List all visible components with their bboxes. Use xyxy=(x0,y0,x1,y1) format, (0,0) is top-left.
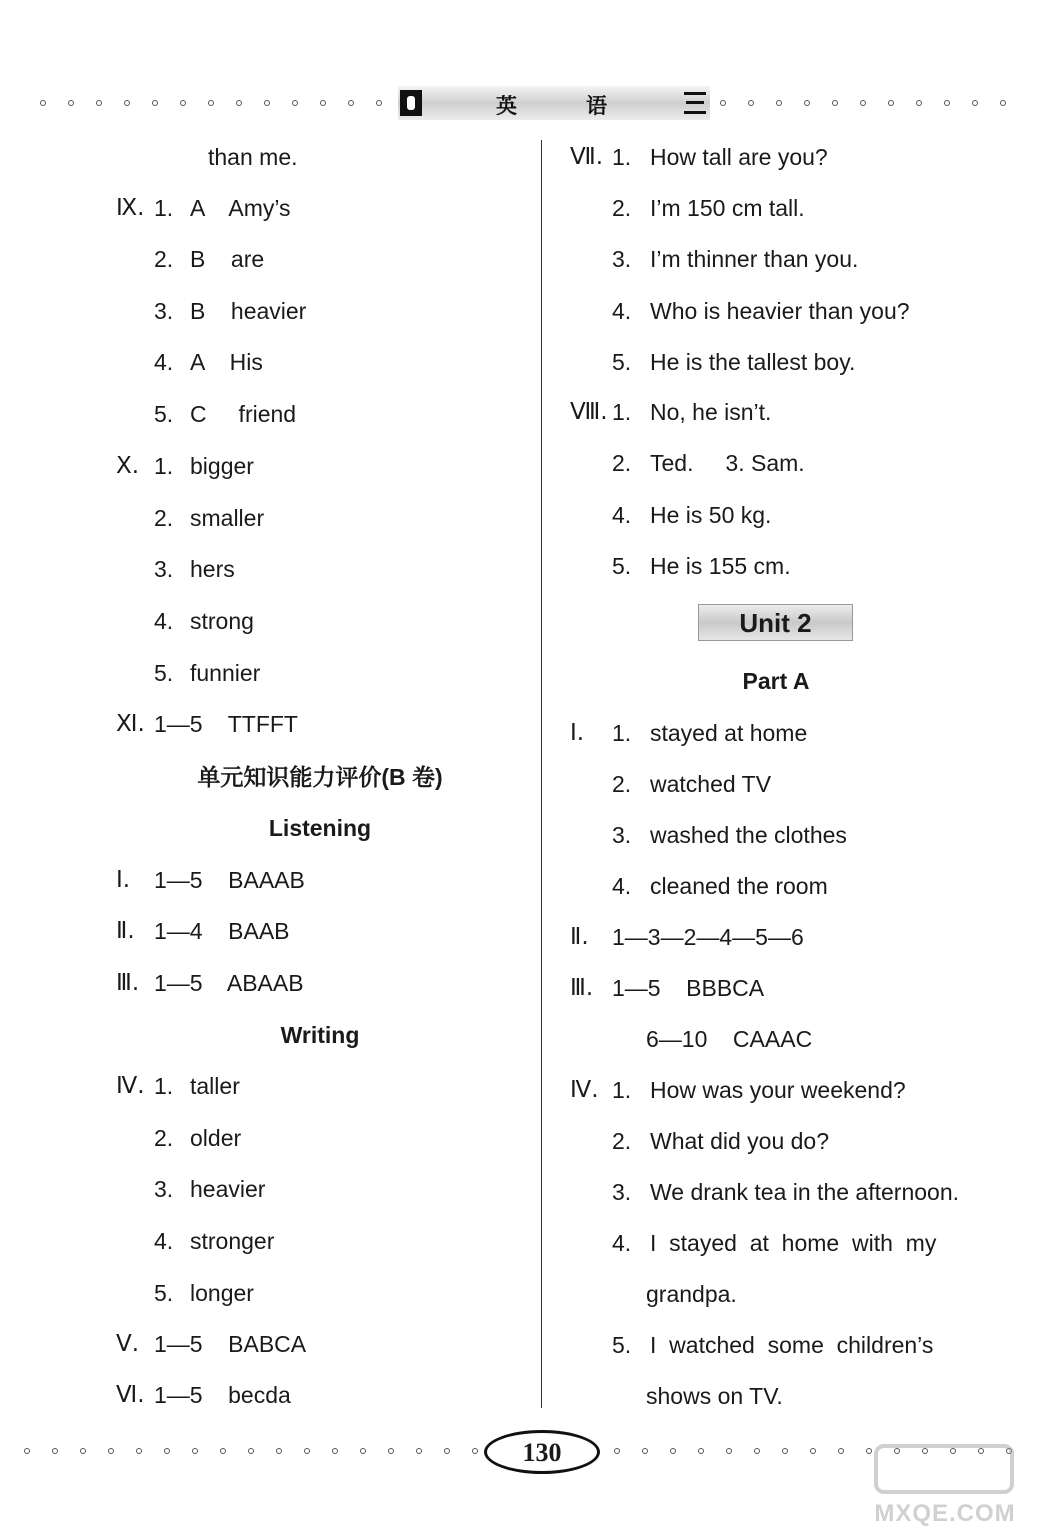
roman-numeral-marker: Ⅵ. xyxy=(116,1382,145,1408)
item-number: 3. xyxy=(612,246,632,272)
roman-numeral-marker: Ⅱ. xyxy=(570,924,589,950)
answer-text: 6—10 CAAAC xyxy=(646,1026,813,1052)
dot-ornament xyxy=(152,100,158,106)
item-number: 5. xyxy=(154,1280,174,1306)
dot-ornament xyxy=(52,1448,58,1454)
page-number-badge xyxy=(484,1430,600,1474)
dot-ornament xyxy=(108,1448,114,1454)
answer-text: stayed at home xyxy=(650,720,808,746)
answer-text: shows on TV. xyxy=(646,1383,783,1409)
item-number: 3. xyxy=(612,1179,632,1205)
answer-text: B are xyxy=(190,246,265,272)
decorative-glyph-icon xyxy=(684,92,706,114)
dot-ornament xyxy=(208,100,214,106)
dot-ornament xyxy=(220,1448,226,1454)
dot-ornament xyxy=(472,1448,478,1454)
dot-ornament xyxy=(416,1448,422,1454)
roman-numeral-marker: Ⅳ. xyxy=(116,1073,145,1099)
answer-text: How was your weekend? xyxy=(650,1077,906,1103)
answer-text: stronger xyxy=(190,1228,275,1254)
roman-numeral-marker: Ⅰ. xyxy=(116,867,131,893)
answer-text: 1—5 BAAAB xyxy=(154,867,305,893)
subject-header-banner xyxy=(398,86,710,120)
dot-ornament xyxy=(726,1448,732,1454)
item-number: 1. xyxy=(154,195,174,221)
item-number: 3. xyxy=(154,298,174,324)
item-number: 2. xyxy=(612,771,632,797)
dot-ornament xyxy=(832,100,838,106)
dot-ornament xyxy=(804,100,810,106)
answer-text: hers xyxy=(190,556,235,582)
roman-numeral-marker: Ⅰ. xyxy=(570,720,585,746)
roman-numeral-marker: Ⅸ. xyxy=(116,195,145,221)
dot-ornament xyxy=(264,100,270,106)
roman-numeral-marker: Ⅹ. xyxy=(116,453,140,479)
item-number: 2. xyxy=(612,450,632,476)
item-number: 4. xyxy=(612,298,632,324)
answer-text: A His xyxy=(190,349,263,375)
dot-ornament xyxy=(80,1448,86,1454)
item-number: 4. xyxy=(154,608,174,634)
unit-title-box: Unit 2 xyxy=(698,604,853,641)
item-number: 5. xyxy=(612,1332,632,1358)
item-number: 2. xyxy=(612,195,632,221)
answer-text: bigger xyxy=(190,453,254,479)
item-number: 4. xyxy=(154,1228,174,1254)
answer-text: I stayed at home with my xyxy=(650,1230,937,1256)
item-number: 5. xyxy=(612,553,632,579)
dot-ornament xyxy=(838,1448,844,1454)
answer-text: washed the clothes xyxy=(650,822,847,848)
answer-text: He is 155 cm. xyxy=(650,553,791,579)
dot-ornament xyxy=(754,1448,760,1454)
dot-ornament xyxy=(332,1448,338,1454)
roman-numeral-marker: Ⅱ. xyxy=(116,918,135,944)
answer-text: watched TV xyxy=(650,771,772,797)
dot-ornament xyxy=(164,1448,170,1454)
dot-ornament xyxy=(304,1448,310,1454)
dot-ornament xyxy=(376,100,382,106)
answer-text: 1—5 ABAAB xyxy=(154,970,304,996)
top-dotted-rule-left xyxy=(40,100,400,108)
item-number: 1. xyxy=(154,453,174,479)
column-divider xyxy=(541,140,542,1408)
answer-text: 1—5 TTFFT xyxy=(154,711,298,737)
answer-text: longer xyxy=(190,1280,254,1306)
dot-ornament xyxy=(810,1448,816,1454)
roman-numeral-marker: Ⅳ. xyxy=(570,1077,599,1103)
dot-ornament xyxy=(40,100,46,106)
answer-text: Ted. 3. Sam. xyxy=(650,450,805,476)
item-number: 5. xyxy=(154,660,174,686)
dot-ornament xyxy=(916,100,922,106)
answer-text: We drank tea in the afternoon. xyxy=(650,1179,959,1205)
answer-text: 1—3—2—4—5—6 xyxy=(612,924,804,950)
roman-numeral-marker: Ⅴ. xyxy=(116,1331,140,1357)
dot-ornament xyxy=(192,1448,198,1454)
answer-text: 1—5 BABCA xyxy=(154,1331,307,1357)
answer-text: What did you do? xyxy=(650,1128,830,1154)
item-number: 2. xyxy=(154,505,174,531)
answer-text: cleaned the room xyxy=(650,873,828,899)
dot-ornament xyxy=(614,1448,620,1454)
watermark-stamp-icon xyxy=(874,1444,1014,1494)
item-number: 4. xyxy=(612,502,632,528)
answer-text: I’m 150 cm tall. xyxy=(650,195,805,221)
answer-text: taller xyxy=(190,1073,240,1099)
dot-ornament xyxy=(276,1448,282,1454)
roman-numeral-marker: Ⅷ. xyxy=(570,399,608,425)
item-number: 5. xyxy=(154,401,174,427)
dot-ornament xyxy=(388,1448,394,1454)
section-heading: 单元知识能力评价(B 卷) xyxy=(197,764,443,790)
dot-ornament xyxy=(944,100,950,106)
subject-char-2: 语 xyxy=(586,94,607,118)
dot-ornament xyxy=(888,100,894,106)
section-heading: Writing xyxy=(280,1022,360,1048)
roman-numeral-marker: Ⅺ. xyxy=(116,711,145,737)
item-number: 1. xyxy=(612,144,632,170)
item-number: 4. xyxy=(612,1230,632,1256)
dot-ornament xyxy=(642,1448,648,1454)
answer-text: How tall are you? xyxy=(650,144,828,170)
top-dotted-rule-right xyxy=(720,100,1020,108)
watermark-text: MXQE.COM xyxy=(874,1500,1016,1527)
answer-text: smaller xyxy=(190,505,265,531)
item-number: 5. xyxy=(612,349,632,375)
answer-text: He is 50 kg. xyxy=(650,502,772,528)
section-heading: Part A xyxy=(742,668,810,694)
answer-text: heavier xyxy=(190,1176,266,1202)
dot-ornament xyxy=(248,1448,254,1454)
dot-ornament xyxy=(972,100,978,106)
dot-ornament xyxy=(748,100,754,106)
dot-ornament xyxy=(348,100,354,106)
item-number: 2. xyxy=(612,1128,632,1154)
answer-text: No, he isn’t. xyxy=(650,399,772,425)
item-number: 4. xyxy=(154,349,174,375)
answer-text: I’m thinner than you. xyxy=(650,246,859,272)
answer-text: I watched some children’s xyxy=(650,1332,934,1358)
dot-ornament xyxy=(292,100,298,106)
answer-text: A Amy’s xyxy=(190,195,291,221)
page-number: 130 xyxy=(522,1438,562,1467)
dot-ornament xyxy=(180,100,186,106)
bottom-dotted-rule-left xyxy=(24,1448,484,1456)
roman-numeral-marker: Ⅲ. xyxy=(116,970,140,996)
dot-ornament xyxy=(124,100,130,106)
answer-text: grandpa. xyxy=(646,1281,737,1307)
dot-ornament xyxy=(236,100,242,106)
item-number: 3. xyxy=(154,1176,174,1202)
answer-text: 1—5 BBBCA xyxy=(612,975,765,1001)
roman-numeral-marker: Ⅶ. xyxy=(570,144,604,170)
item-number: 2. xyxy=(154,246,174,272)
item-number: 3. xyxy=(612,822,632,848)
dot-ornament xyxy=(670,1448,676,1454)
book-icon xyxy=(400,90,422,116)
item-number: 3. xyxy=(154,556,174,582)
dot-ornament xyxy=(444,1448,450,1454)
answer-text: strong xyxy=(190,608,254,634)
item-number: 1. xyxy=(154,1073,174,1099)
item-number: 1. xyxy=(612,399,632,425)
answer-text: Who is heavier than you? xyxy=(650,298,910,324)
answer-text: 1—5 becda xyxy=(154,1382,291,1408)
answer-text: funnier xyxy=(190,660,261,686)
section-heading: Listening xyxy=(268,815,372,841)
dot-ornament xyxy=(68,100,74,106)
dot-ornament xyxy=(860,100,866,106)
item-number: 1. xyxy=(612,720,632,746)
answer-text: 1—4 BAAB xyxy=(154,918,290,944)
dot-ornament xyxy=(24,1448,30,1454)
roman-numeral-marker: Ⅲ. xyxy=(570,975,594,1001)
dot-ornament xyxy=(136,1448,142,1454)
answer-text: B heavier xyxy=(190,298,307,324)
subject-char-1: 英 xyxy=(496,94,517,118)
dot-ornament xyxy=(1000,100,1006,106)
item-number: 1. xyxy=(612,1077,632,1103)
item-number: 2. xyxy=(154,1125,174,1151)
answer-text: C friend xyxy=(190,401,297,427)
dot-ornament xyxy=(698,1448,704,1454)
answer-text: older xyxy=(190,1125,242,1151)
answer-text: than me. xyxy=(208,144,298,170)
watermark-logo xyxy=(860,1440,1030,1530)
dot-ornament xyxy=(96,100,102,106)
dot-ornament xyxy=(720,100,726,106)
item-number: 4. xyxy=(612,873,632,899)
answer-text: He is the tallest boy. xyxy=(650,349,856,375)
dot-ornament xyxy=(776,100,782,106)
dot-ornament xyxy=(320,100,326,106)
dot-ornament xyxy=(782,1448,788,1454)
dot-ornament xyxy=(360,1448,366,1454)
